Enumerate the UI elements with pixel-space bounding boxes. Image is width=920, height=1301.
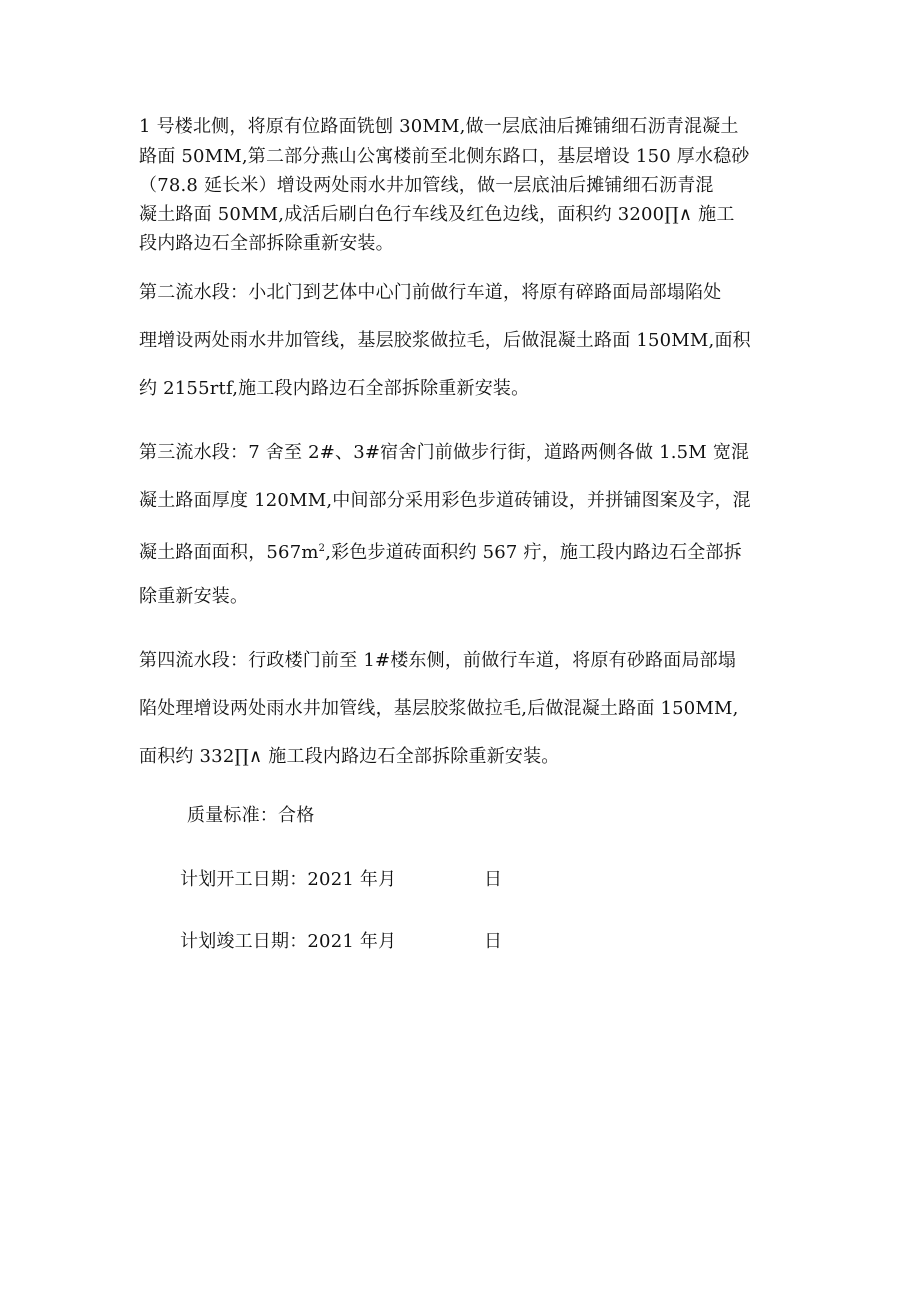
planned-end-day: 日 [484, 931, 502, 952]
planned-start-label: 计划开工日期：2021 年月 [180, 869, 397, 890]
planned-end-label: 计划竣工日期：2021 年月 [180, 931, 397, 952]
superscript-unit: 2 [318, 543, 326, 554]
paragraph-line: 段内路边石全部拆除重新安装。 [139, 233, 394, 254]
paragraph-line: 约 2155rtf,施工段内路边石全部拆除重新安装。 [139, 378, 530, 399]
paragraph-line [139, 537, 742, 565]
paragraph-line: 第二流水段：小北门到艺体中心门前做行车道，将原有碎路面局部塌陷处 [139, 282, 722, 303]
text-segment: 凝土路面面积，567m [139, 542, 319, 563]
paragraph-line: 第四流水段：行政楼门前至 1#楼东侧，前做行车道，将原有砂路面局部塌 [139, 650, 737, 671]
paragraph-line: 凝土路面厚度 120MM,中间部分采用彩色步道砖铺设，并拼铺图案及字，混 [139, 490, 751, 511]
paragraph-line: 陷处理增设两处雨水井加管线，基层胶浆做拉毛,后做混凝土路面 150MM, [139, 698, 739, 719]
paragraph-line: 路面 50MM,第二部分燕山公寓楼前至北侧东路口，基层增设 150 厚水稳砂 [139, 146, 750, 167]
paragraph-line: 除重新安装。 [139, 586, 249, 607]
planned-start-day: 日 [484, 869, 502, 890]
paragraph-line: （78.8 延长米）增设两处雨水井加管线，做一层底油后摊铺细石沥青混 [139, 175, 714, 196]
text-segment: ,彩色步道砖面积约 567 疔，施工段内路边石全部拆 [325, 542, 742, 563]
paragraph-line: 第三流水段：7 舍至 2#、3#宿舍门前做步行街，道路两侧各做 1.5M 宽混 [139, 442, 750, 463]
paragraph-line: 凝土路面 50MM,成活后刷白色行车线及红色边线，面积约 3200∏∧ 施工 [139, 204, 735, 225]
quality-standard: 质量标准：合格 [187, 805, 315, 826]
paragraph-line: 1 号楼北侧，将原有位路面铣刨 30MM,做一层底油后摊铺细石沥青混凝土 [139, 116, 739, 137]
paragraph-line: 理增设两处雨水井加管线，基层胶浆做拉毛，后做混凝土路面 150MM,面积 [139, 330, 751, 351]
paragraph-line: 面积约 332∏∧ 施工段内路边石全部拆除重新安装。 [139, 746, 560, 767]
